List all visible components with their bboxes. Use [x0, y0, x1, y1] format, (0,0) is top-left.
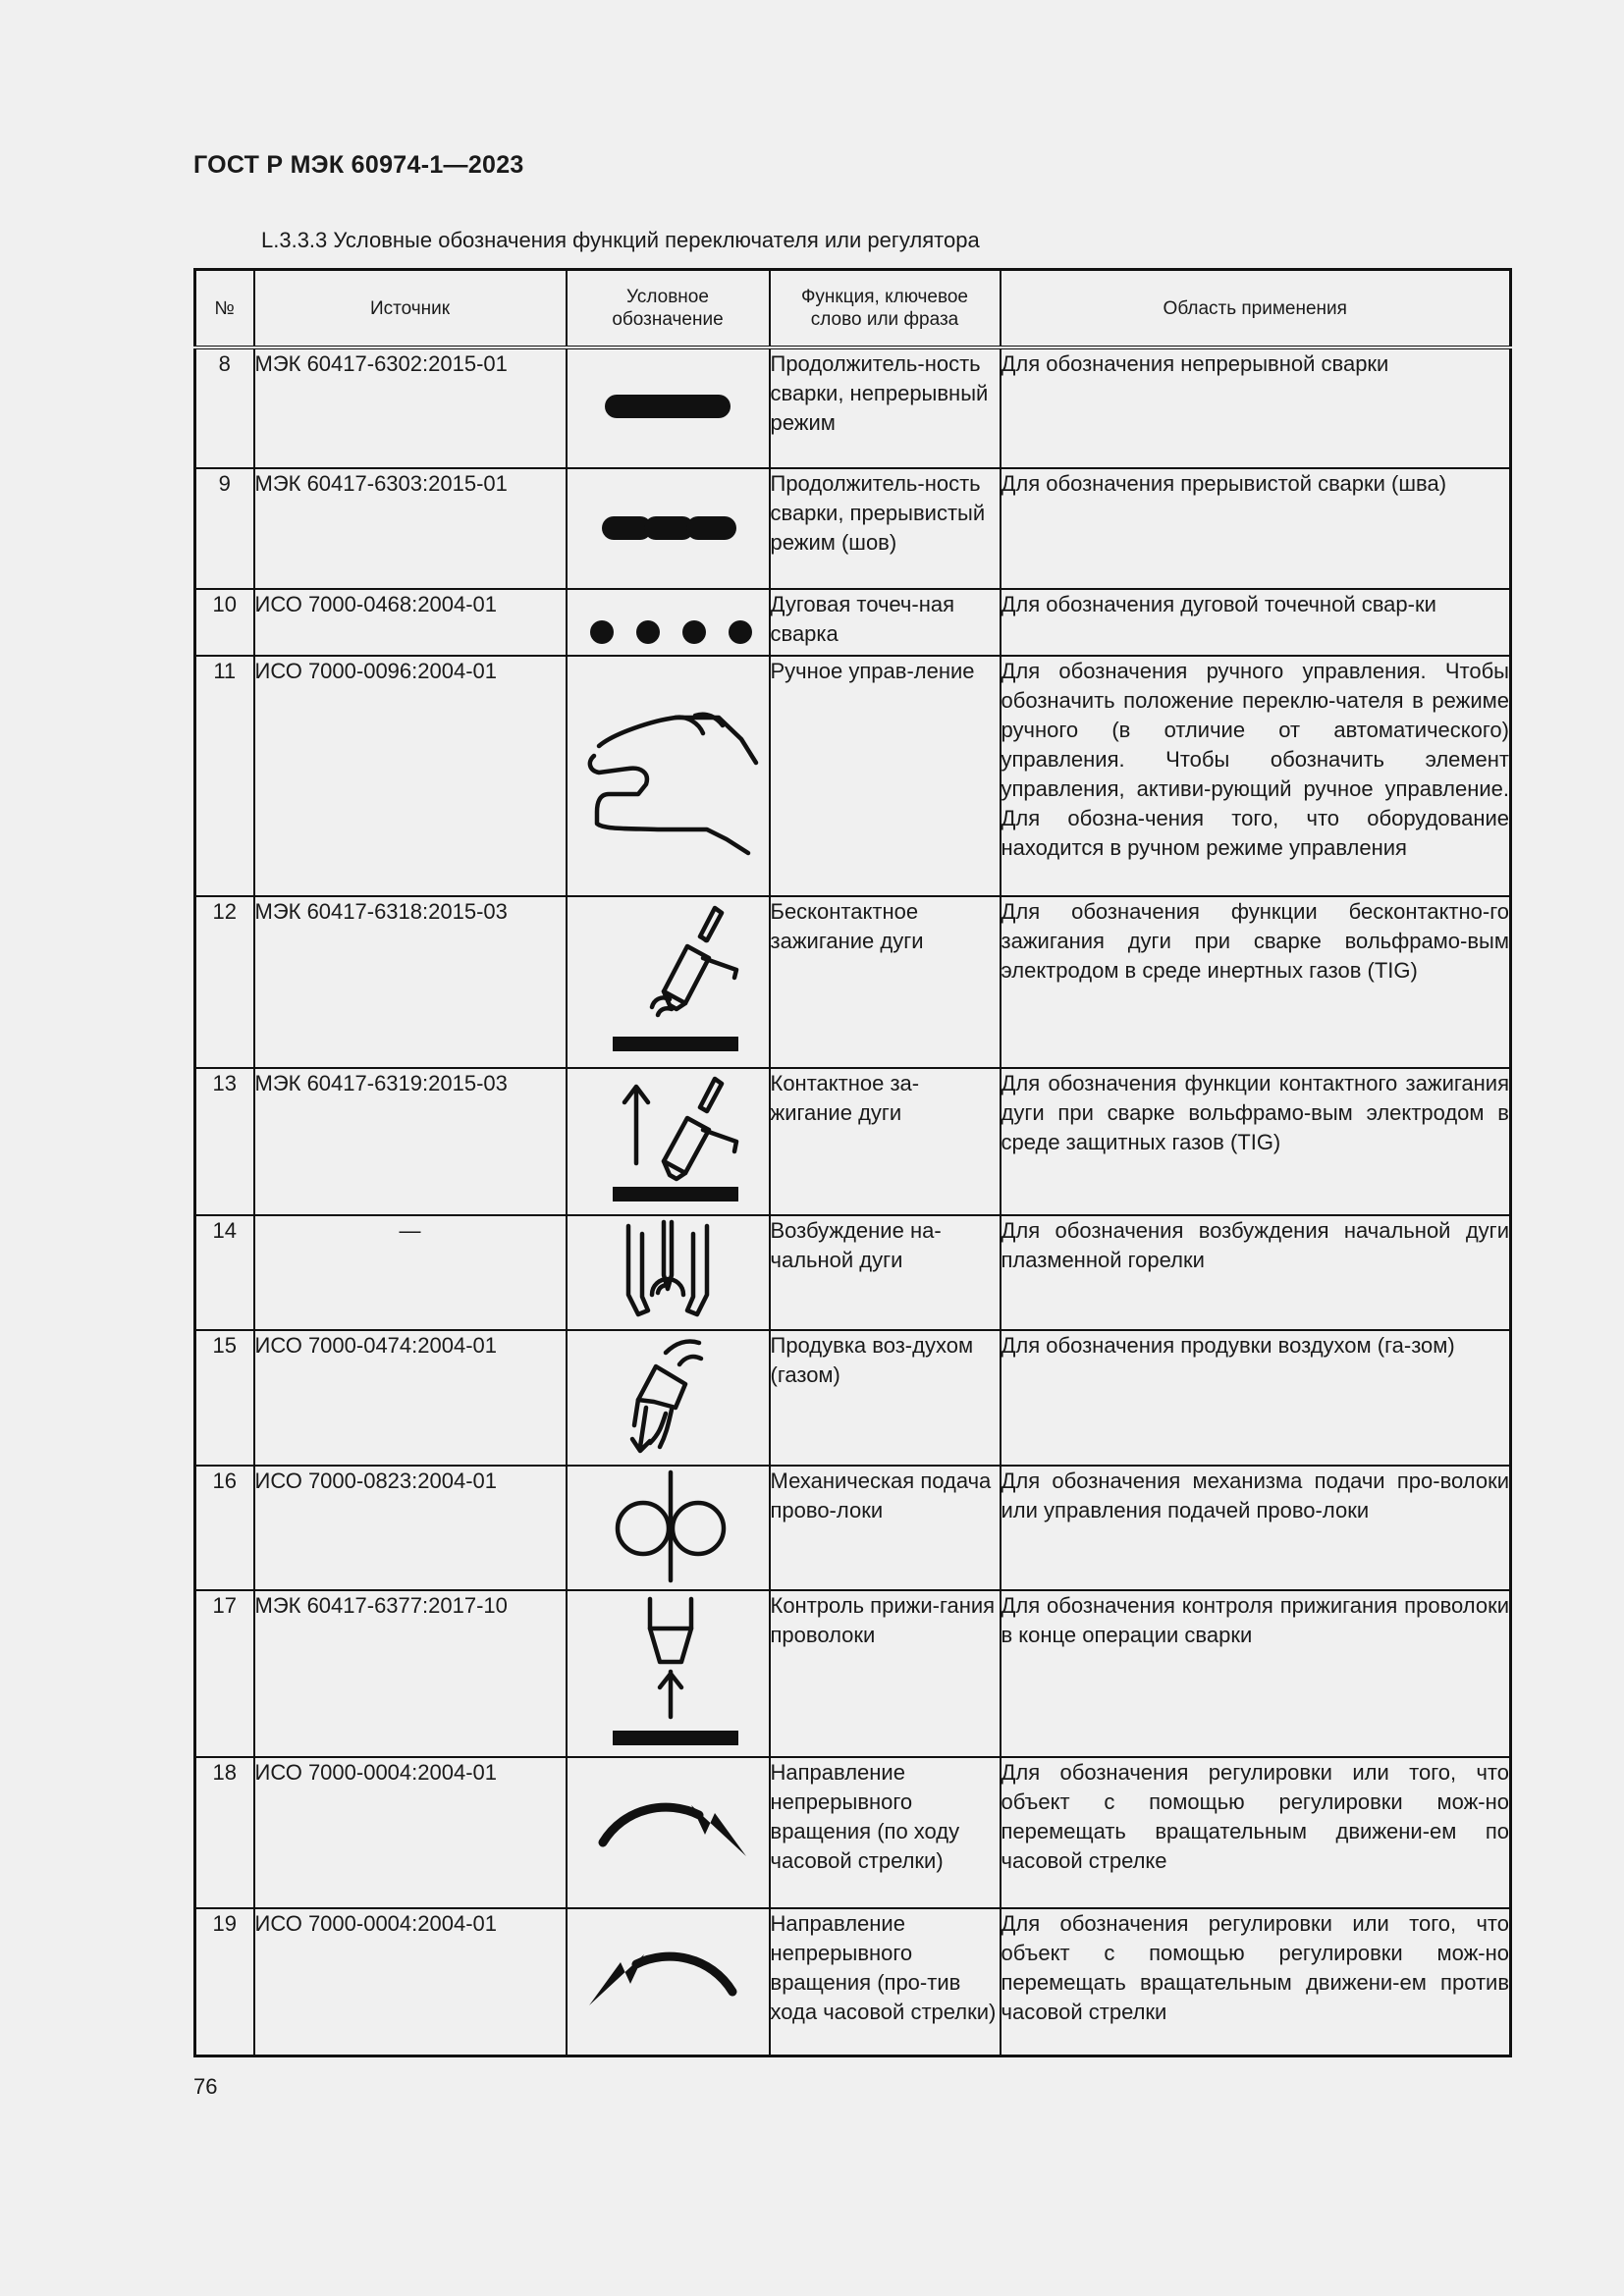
row-source: МЭК 60417-6319:2015-03	[254, 1068, 567, 1215]
row-function: Продолжитель-ность сварки, прерывистый режим (шов)	[770, 468, 1001, 589]
row-source: МЭК 60417-6303:2015-01	[254, 468, 567, 589]
clockwise-rotation-icon	[567, 1757, 770, 1908]
table-row	[195, 468, 1511, 589]
row-application: Для обозначения непрерывной сварки	[1001, 347, 1511, 468]
pilot-arc-icon	[567, 1215, 770, 1330]
table-row	[195, 896, 1511, 1068]
row-source: МЭК 60417-6302:2015-01	[254, 347, 567, 468]
row-source: ИСО 7000-0004:2004-01	[254, 1908, 567, 2056]
table-row	[195, 1466, 1511, 1590]
table-row	[195, 1330, 1511, 1466]
contact-arc-ignition-icon	[567, 1068, 770, 1215]
continuous-welding-icon	[567, 347, 770, 468]
row-application: Для обозначения дуговой точечной свар-ки	[1001, 589, 1511, 656]
row-application: Для обозначения механизма подачи про-волоки или управления подачей прово-локи	[1001, 1466, 1511, 1590]
row-number: 8	[195, 347, 254, 468]
column-header-number: №	[195, 270, 254, 348]
column-header-function: Функция, ключевое слово или фраза	[770, 270, 1001, 348]
row-number: 11	[195, 656, 254, 896]
row-number: 16	[195, 1466, 254, 1590]
row-function: Контактное за-жигание дуги	[770, 1068, 1001, 1215]
table-row	[195, 1068, 1511, 1215]
table-row	[195, 1215, 1511, 1330]
row-function: Возбуждение на-чальной дуги	[770, 1215, 1001, 1330]
column-header-source: Источник	[254, 270, 567, 348]
row-source: ИСО 7000-0823:2004-01	[254, 1466, 567, 1590]
row-number: 9	[195, 468, 254, 589]
row-number: 13	[195, 1068, 254, 1215]
row-function: Направление непрерывного вращения (про-тив хода часовой стрелки)	[770, 1908, 1001, 2056]
row-source: ИСО 7000-0096:2004-01	[254, 656, 567, 896]
table-row	[195, 1590, 1511, 1757]
hand-icon	[567, 656, 770, 896]
row-function: Дуговая точеч-ная сварка	[770, 589, 1001, 656]
table-row	[195, 347, 1511, 468]
row-number: 17	[195, 1590, 254, 1757]
row-number: 12	[195, 896, 254, 1068]
table-row	[195, 1757, 1511, 1908]
symbols-table	[193, 268, 1512, 2057]
row-source: ИСО 7000-0004:2004-01	[254, 1757, 567, 1908]
column-header-application: Область применения	[1001, 270, 1511, 348]
row-application: Для обозначения регулировки или того, что объект с помощью регулировки мож-но перемещать вращательным движени-ем по часовой стрелке	[1001, 1757, 1511, 1908]
table-caption: L.3.3.3 Условные обозначения функций переключателя или регулятора	[261, 228, 980, 252]
row-function: Контроль прижи-гания проволоки	[770, 1590, 1001, 1757]
table-row	[195, 589, 1511, 656]
table-row	[195, 1908, 1511, 2056]
row-source: ИСО 7000-0474:2004-01	[254, 1330, 567, 1466]
row-application: Для обозначения регулировки или того, что объект с помощью регулировки мож-но перемещать вращательным движени-ем против часовой стрелки	[1001, 1908, 1511, 2056]
intermittent-welding-icon	[567, 468, 770, 589]
row-application: Для обозначения функции контактного зажигания дуги при сварке вольфрамо-вым электродом в среде защитных газов (TIG)	[1001, 1068, 1511, 1215]
row-application: Для обозначения функции бесконтактно-го зажигания дуги при сварке вольфрамо-вым электродом в среде инертных газов (TIG)	[1001, 896, 1511, 1068]
page-number: 76	[193, 2074, 218, 2099]
wire-feed-icon	[567, 1466, 770, 1590]
row-source: МЭК 60417-6377:2017-10	[254, 1590, 567, 1757]
row-function: Продувка воз-духом (газом)	[770, 1330, 1001, 1466]
row-application: Для обозначения контроля прижигания проволоки в конце операции сварки	[1001, 1590, 1511, 1757]
row-number: 10	[195, 589, 254, 656]
row-number: 15	[195, 1330, 254, 1466]
contactless-arc-ignition-icon	[567, 896, 770, 1068]
spot-welding-icon	[567, 589, 770, 656]
row-function: Продолжитель-ность сварки, непрерывный режим	[770, 347, 1001, 468]
row-function: Бесконтактное зажигание дуги	[770, 896, 1001, 1068]
row-application: Для обозначения продувки воздухом (га-зом)	[1001, 1330, 1511, 1466]
row-function: Ручное управ-ление	[770, 656, 1001, 896]
row-source: —	[254, 1215, 567, 1330]
row-source: ИСО 7000-0468:2004-01	[254, 589, 567, 656]
column-header-symbol: Условное обозначение	[567, 270, 770, 348]
row-source: МЭК 60417-6318:2015-03	[254, 896, 567, 1068]
row-number: 18	[195, 1757, 254, 1908]
counterclockwise-rotation-icon	[567, 1908, 770, 2056]
row-function: Механическая подача прово-локи	[770, 1466, 1001, 1590]
row-function: Направление непрерывного вращения (по ходу часовой стрелки)	[770, 1757, 1001, 1908]
row-application: Для обозначения прерывистой сварки (шва)	[1001, 468, 1511, 589]
table-row	[195, 656, 1511, 896]
document-title: ГОСТ Р МЭК 60974-1—2023	[193, 151, 524, 179]
row-number: 14	[195, 1215, 254, 1330]
table-header-row	[195, 270, 1511, 348]
wire-burnback-icon	[567, 1590, 770, 1757]
row-number: 19	[195, 1908, 254, 2056]
air-purge-icon	[567, 1330, 770, 1466]
row-application: Для обозначения ручного управления. Чтобы обозначить положение переклю-чателя в режиме ручного (в отличие от автоматического) управления. Чтобы обозначить элемент управления, активи-рующий ручное управление. Для обозна-чения того, что оборудование находится в ручном режиме управления	[1001, 656, 1511, 896]
row-application: Для обозначения возбуждения начальной дуги плазменной горелки	[1001, 1215, 1511, 1330]
